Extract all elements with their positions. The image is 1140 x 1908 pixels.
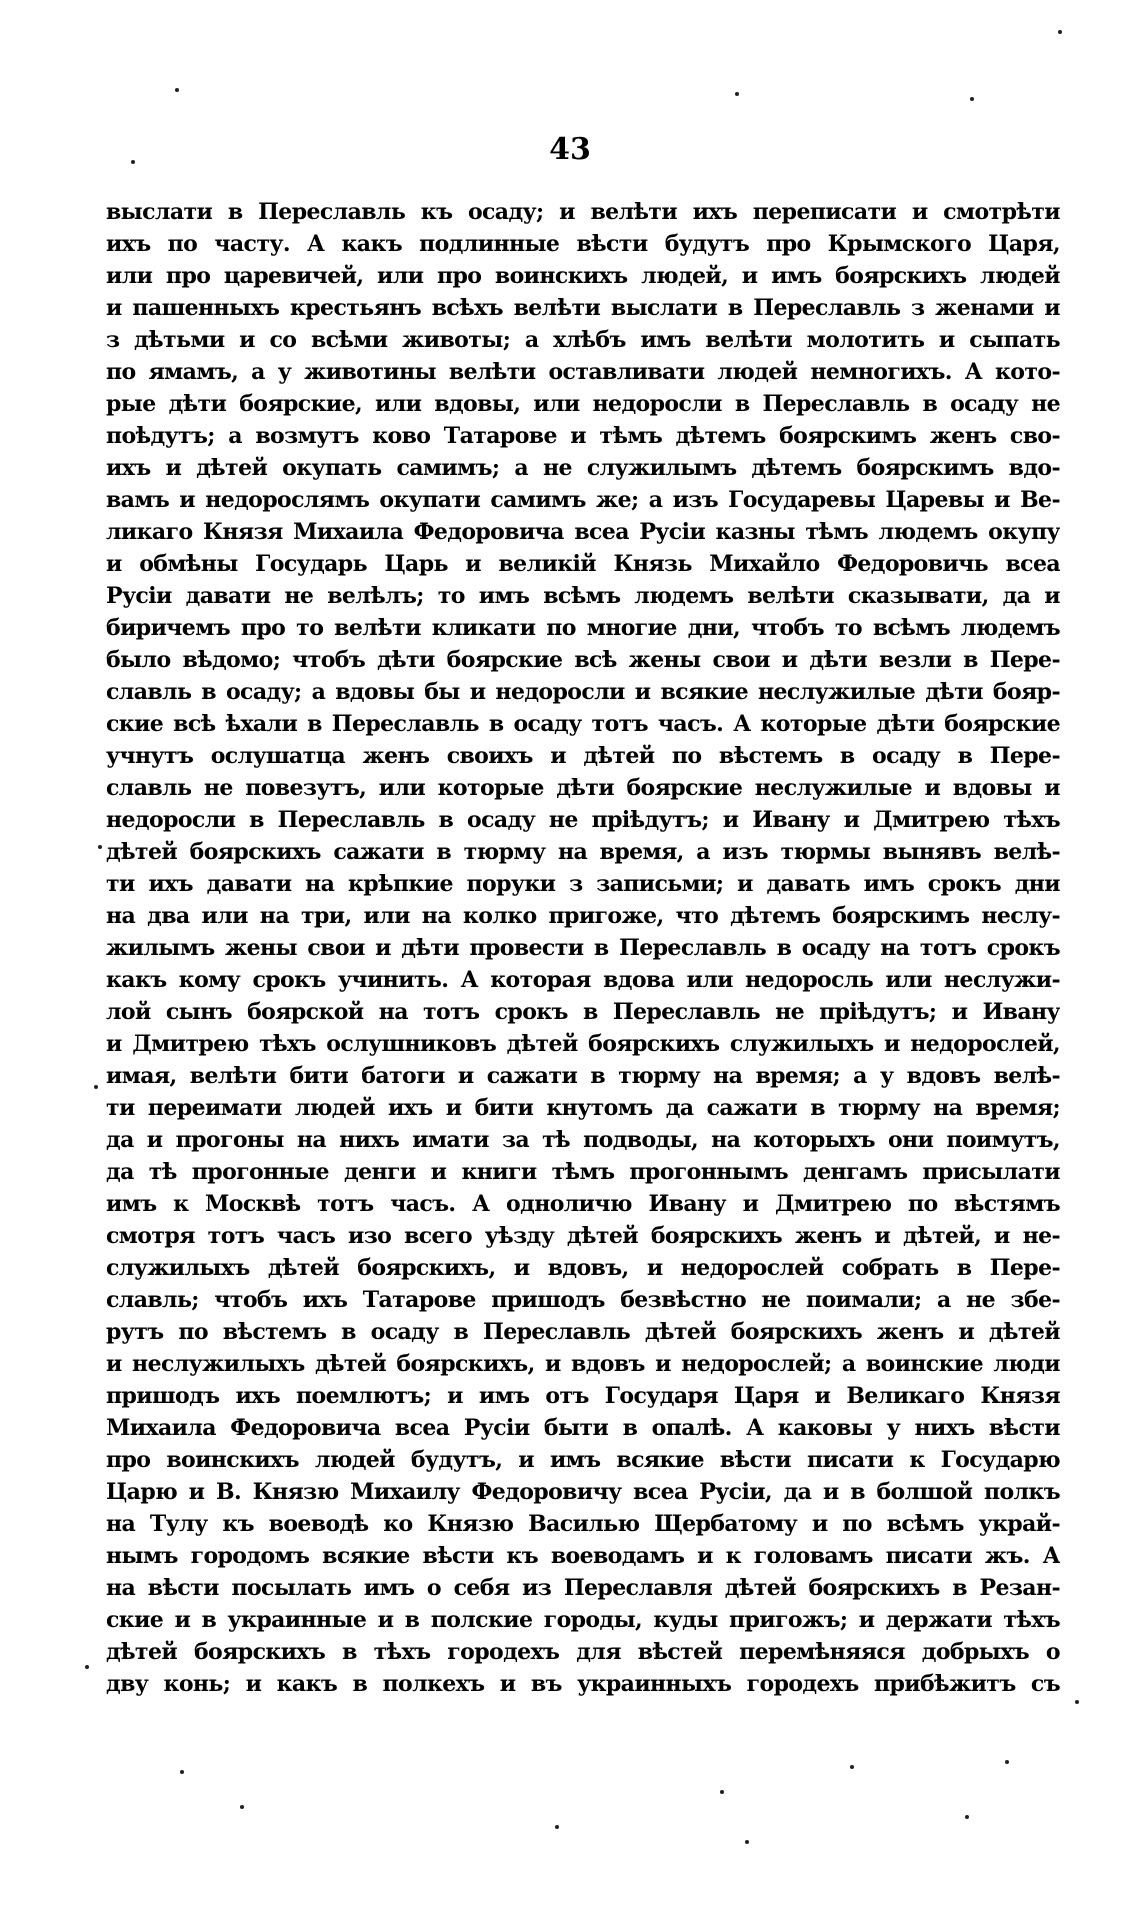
text-line: Михаила Федоровича всеа Русіи быти в опалѣ. А каковы у нихъ вѣсти (106, 1415, 1060, 1441)
scan-speck (94, 1085, 98, 1089)
text-line: да тѣ прогонные денги и книги тѣмъ прогоннымъ денгамъ присылати (106, 1159, 1060, 1185)
scan-speck (970, 97, 974, 101)
text-line: з дѣтьми и со всѣми животы; а хлѣбъ имъ велѣти молотить и сыпать (106, 327, 1060, 353)
text-line: Царю и В. Князю Михаилу Федоровичу всеа Русіи, да и в болшой полкъ (106, 1479, 1060, 1505)
scan-speck (735, 92, 739, 96)
text-line: на два или на три, или на колко пригоже, что дѣтемъ боярскимъ неслу- (106, 903, 1060, 929)
scan-speck (180, 1770, 184, 1774)
text-line: славль не повезутъ, или которые дѣти боярские неслужилые и вдовы и (106, 775, 1060, 801)
text-line: ликаго Князя Михаила Федоровича всеа Русіи казны тѣмъ людемъ окупу (106, 519, 1060, 545)
text-line: ихъ и дѣтей окупать самимъ; а не служилымъ дѣтемъ боярскимъ вдо- (106, 455, 1060, 481)
text-line: на Тулу къ воеводѣ ко Князю Василью Щербатому и по всѣмъ украй- (106, 1511, 1060, 1537)
text-line: славль в осаду; а вдовы бы и недоросли и всякие неслужилые дѣти бояр- (106, 679, 1060, 705)
text-line: смотря тотъ часъ изо всего уѣзду дѣтей боярскихъ женъ и дѣтей, и не- (106, 1223, 1060, 1249)
text-line: ти переимати людей ихъ и бити кнутомъ да сажати в тюрму на время; (106, 1095, 1060, 1121)
text-line: славль; чтобъ ихъ Татарове пришодъ безвѣстно не поимали; а не збе- (106, 1287, 1060, 1313)
text-line: пришодъ ихъ поемлютъ; и имъ отъ Государя Царя и Великаго Князя (106, 1383, 1060, 1409)
text-line: рутъ по вѣстемъ в осаду в Переславль дѣтей боярскихъ женъ и дѣтей (106, 1319, 1060, 1345)
text-line: имъ к Москвѣ тотъ часъ. А одноличю Ивану и Дмитрею по вѣстямъ (106, 1191, 1060, 1217)
scan-speck (85, 1665, 89, 1669)
text-line: имая, велѣти бити батоги и сажати в тюрму на время; а у вдовъ велѣ- (106, 1063, 1060, 1089)
text-line: на вѣсти посылать имъ о себя из Переславля дѣтей боярскихъ в Резан- (106, 1575, 1060, 1601)
text-line: биричемъ про то велѣти кликати по многие дни, чтобъ то всѣмъ людемъ (106, 615, 1060, 641)
page-number: 43 (549, 132, 591, 167)
text-line: ские и в украинные и в полские городы, куды пригожъ; и держати тѣхъ (106, 1607, 1060, 1633)
text-line: Русіи давати не велѣлъ; то имъ всѣмъ людемъ велѣти сказывати, да и (106, 583, 1060, 609)
text-line: ихъ по часту. А какъ подлинные вѣсти будутъ про Крымского Царя, (106, 231, 1060, 257)
text-line: нымъ городомъ всякие вѣсти къ воеводамъ и к головамъ писати жъ. А (106, 1543, 1060, 1569)
text-line: и Дмитрею тѣхъ ослушниковъ дѣтей боярскихъ служилыхъ и недорослей, (106, 1031, 1060, 1057)
text-line: лой сынъ боярской на тотъ срокъ в Переславль не пріѣдутъ; и Ивану (106, 999, 1060, 1025)
text-line: какъ кому срокъ учинить. А которая вдова или недоросль или неслужи- (106, 967, 1060, 993)
text-line: дву конь; и какъ в полкехъ и въ украинныхъ городехъ прибѣжитъ съ (106, 1671, 1060, 1697)
text-line: дѣтей боярскихъ в тѣхъ городехъ для вѣстей перемѣняяся добрыхъ о (106, 1639, 1060, 1665)
text-line: и обмѣны Государь Царь и великій Князь Михайло Федоровичь всеа (106, 551, 1060, 577)
scan-speck (98, 845, 102, 849)
text-line: рые дѣти боярские, или вдовы, или недоросли в Переславль в осаду не (106, 391, 1060, 417)
text-line: служилыхъ дѣтей боярскихъ, и вдовъ, и недорослей собрать в Пере- (106, 1255, 1060, 1281)
text-line: жилымъ жены свои и дѣти провести в Переславль в осаду на тотъ срокъ (106, 935, 1060, 961)
text-line: выслати в Переславль къ осаду; и велѣти ихъ переписати и смотрѣти (106, 199, 1060, 225)
text-line: дѣтей боярскихъ сажати в тюрму на время, а изъ тюрмы вынявъ велѣ- (106, 839, 1060, 865)
text-line: было вѣдомо; чтобъ дѣти боярские всѣ жены свои и дѣти везли в Пере- (106, 647, 1060, 673)
body-text (106, 196, 1060, 1700)
text-line: и неслужилыхъ дѣтей боярскихъ, и вдовъ и недорослей; а воинские люди (106, 1351, 1060, 1377)
scan-speck (1005, 1760, 1009, 1764)
text-line: ские всѣ ѣхали в Переславль в осаду тотъ часъ. А которые дѣти боярские (106, 711, 1060, 737)
scan-speck (1075, 1700, 1079, 1704)
text-line: и пашенныхъ крестьянъ всѣхъ велѣти выслати в Переславль з женами и (106, 295, 1060, 321)
scan-speck (745, 1840, 749, 1844)
text-line: поѣдутъ; а возмутъ ково Татарове и тѣмъ дѣтемъ боярскимъ женъ сво- (106, 423, 1060, 449)
scan-speck (555, 1825, 559, 1829)
text-line: вамъ и недорослямъ окупати самимъ же; а изъ Государевы Царевы и Ве- (106, 487, 1060, 513)
scan-speck (131, 160, 135, 164)
scan-speck (175, 88, 179, 92)
text-line: или про царевичей, или про воинскихъ людей, и имъ боярскихъ людей (106, 263, 1060, 289)
text-line: про воинскихъ людей будутъ, и имъ всякие вѣсти писати к Государю (106, 1447, 1060, 1473)
scan-speck (850, 1765, 854, 1769)
scan-speck (965, 1815, 969, 1819)
text-line: недоросли в Переславль в осаду не пріѣдутъ; и Ивану и Дмитрею тѣхъ (106, 807, 1060, 833)
text-line: да и прогоны на нихъ имати за тѣ подводы, на которыхъ они поимутъ, (106, 1127, 1060, 1153)
text-line: ти ихъ давати на крѣпкие поруки з записьми; и давать имъ срокъ дни (106, 871, 1060, 897)
text-line: по ямамъ, а у животины велѣти оставливати людей немногихъ. А кото- (106, 359, 1060, 385)
scan-speck (720, 1790, 724, 1794)
scan-speck (240, 1805, 244, 1809)
text-line: учнутъ ослушатца женъ своихъ и дѣтей по вѣстемъ в осаду в Пере- (106, 743, 1060, 769)
scan-speck (1058, 30, 1062, 34)
